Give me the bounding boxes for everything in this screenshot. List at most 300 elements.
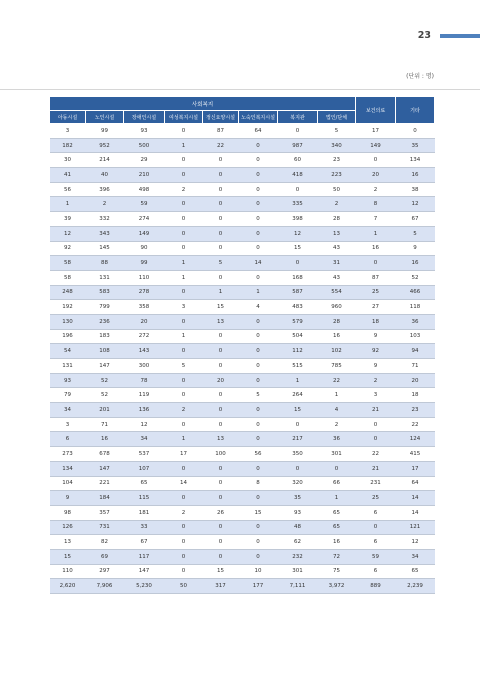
table-cell: 2,239 xyxy=(396,579,435,594)
table-row xyxy=(50,461,435,476)
table-cell: 2 xyxy=(356,182,396,197)
table-cell: 119 xyxy=(124,388,165,403)
table-cell: 0 xyxy=(165,314,203,329)
table-cell: 0 xyxy=(203,491,239,506)
table-cell: 48 xyxy=(278,520,318,535)
table-cell: 5 xyxy=(318,124,356,139)
table-cell: 554 xyxy=(318,285,356,300)
table-cell: 418 xyxy=(278,168,318,183)
table-cell: 108 xyxy=(86,344,124,359)
table-cell: 110 xyxy=(124,270,165,285)
column-header: 여성복지시설 xyxy=(165,111,203,124)
table-cell: 13 xyxy=(318,226,356,241)
table-row xyxy=(50,520,435,535)
table-cell: 16 xyxy=(356,241,396,256)
table-cell: 16 xyxy=(396,256,435,271)
table-cell: 587 xyxy=(278,285,318,300)
table-cell: 0 xyxy=(203,549,239,564)
table-cell: 98 xyxy=(50,505,86,520)
table-cell: 398 xyxy=(278,212,318,227)
table-cell: 0 xyxy=(239,344,278,359)
table-cell: 59 xyxy=(356,549,396,564)
table-cell: 87 xyxy=(203,124,239,139)
table-cell: 100 xyxy=(203,447,239,462)
table-cell: 0 xyxy=(239,329,278,344)
table-cell: 274 xyxy=(124,212,165,227)
table-cell: 29 xyxy=(124,153,165,168)
column-header: 장애인시설 xyxy=(124,111,165,124)
statistics-table xyxy=(49,96,435,594)
table-cell: 0 xyxy=(239,226,278,241)
table-cell: 69 xyxy=(86,549,124,564)
header-rule xyxy=(0,89,480,90)
table-cell: 0 xyxy=(203,212,239,227)
table-cell: 0 xyxy=(239,359,278,374)
table-cell: 102 xyxy=(318,344,356,359)
table-cell: 43 xyxy=(318,270,356,285)
table-cell: 67 xyxy=(396,212,435,227)
table-cell: 0 xyxy=(203,359,239,374)
table-cell: 117 xyxy=(124,549,165,564)
table-cell: 20 xyxy=(396,373,435,388)
table-cell: 2 xyxy=(165,505,203,520)
table-cell: 0 xyxy=(203,182,239,197)
table-cell: 5 xyxy=(165,359,203,374)
table-cell: 28 xyxy=(318,212,356,227)
table-cell: 0 xyxy=(203,344,239,359)
table-cell: 14 xyxy=(396,505,435,520)
table-cell: 143 xyxy=(124,344,165,359)
table-cell: 2 xyxy=(318,197,356,212)
table-cell: 0 xyxy=(203,520,239,535)
table-cell: 22 xyxy=(396,417,435,432)
table-cell: 168 xyxy=(278,270,318,285)
table-cell: 78 xyxy=(124,373,165,388)
table-cell: 5 xyxy=(239,388,278,403)
table-cell: 40 xyxy=(86,168,124,183)
table-cell: 182 xyxy=(50,138,86,153)
table-cell: 67 xyxy=(124,535,165,550)
table-cell: 537 xyxy=(124,447,165,462)
table-cell: 214 xyxy=(86,153,124,168)
table-cell: 65 xyxy=(318,520,356,535)
table-cell: 94 xyxy=(396,344,435,359)
table-cell: 0 xyxy=(239,417,278,432)
table-cell: 26 xyxy=(203,505,239,520)
table-cell: 0 xyxy=(356,153,396,168)
table-cell: 579 xyxy=(278,314,318,329)
table-cell: 0 xyxy=(165,197,203,212)
column-header: 노인시설 xyxy=(86,111,124,124)
table-cell: 15 xyxy=(203,564,239,579)
table-cell: 15 xyxy=(203,300,239,315)
table-cell: 110 xyxy=(50,564,86,579)
table-cell: 0 xyxy=(396,124,435,139)
column-header-health: 보건의료 xyxy=(356,97,396,124)
table-cell: 16 xyxy=(86,432,124,447)
table-cell: 34 xyxy=(124,432,165,447)
column-header: 노숙인복지시설 xyxy=(239,111,278,124)
table-cell: 1 xyxy=(318,388,356,403)
table-cell: 64 xyxy=(396,476,435,491)
table-cell: 7 xyxy=(356,212,396,227)
table-cell: 3 xyxy=(50,124,86,139)
table-row xyxy=(50,388,435,403)
table-cell: 0 xyxy=(203,270,239,285)
table-cell: 43 xyxy=(318,241,356,256)
table-cell: 0 xyxy=(239,182,278,197)
table-row xyxy=(50,300,435,315)
table-cell: 0 xyxy=(165,168,203,183)
table-cell: 2 xyxy=(318,417,356,432)
table-cell: 35 xyxy=(396,138,435,153)
table-cell: 17 xyxy=(396,461,435,476)
table-cell: 50 xyxy=(318,182,356,197)
table-cell: 15 xyxy=(278,403,318,418)
table-cell: 15 xyxy=(50,549,86,564)
table-cell: 88 xyxy=(86,256,124,271)
table-cell: 0 xyxy=(203,153,239,168)
table-cell: 3 xyxy=(165,300,203,315)
table-cell: 104 xyxy=(50,476,86,491)
table-cell: 264 xyxy=(278,388,318,403)
table-cell: 960 xyxy=(318,300,356,315)
table-cell: 0 xyxy=(239,373,278,388)
table-cell: 147 xyxy=(86,461,124,476)
table-cell: 1 xyxy=(203,285,239,300)
table-cell: 87 xyxy=(356,270,396,285)
table-cell: 2 xyxy=(86,197,124,212)
table-cell: 0 xyxy=(165,388,203,403)
table-cell: 0 xyxy=(165,153,203,168)
table-cell: 0 xyxy=(278,256,318,271)
table-cell: 2 xyxy=(165,182,203,197)
table-cell: 1 xyxy=(239,285,278,300)
table-cell: 62 xyxy=(278,535,318,550)
table-cell: 0 xyxy=(165,373,203,388)
table-row xyxy=(50,270,435,285)
table-cell: 583 xyxy=(86,285,124,300)
table-cell: 183 xyxy=(86,329,124,344)
table-cell: 3 xyxy=(356,388,396,403)
table-cell: 221 xyxy=(86,476,124,491)
table-cell: 36 xyxy=(396,314,435,329)
table-cell: 16 xyxy=(318,329,356,344)
table-cell: 678 xyxy=(86,447,124,462)
table-cell: 0 xyxy=(278,124,318,139)
table-cell: 799 xyxy=(86,300,124,315)
table-cell: 99 xyxy=(124,256,165,271)
table-cell: 18 xyxy=(356,314,396,329)
table-cell: 6 xyxy=(356,535,396,550)
table-row xyxy=(50,491,435,506)
table-cell: 0 xyxy=(165,564,203,579)
table-cell: 0 xyxy=(165,549,203,564)
table-cell: 93 xyxy=(50,373,86,388)
table-cell: 58 xyxy=(50,270,86,285)
table-cell: 65 xyxy=(396,564,435,579)
table-cell: 10 xyxy=(239,564,278,579)
table-cell: 785 xyxy=(318,359,356,374)
table-cell: 15 xyxy=(239,505,278,520)
table-cell: 0 xyxy=(203,388,239,403)
table-cell: 3 xyxy=(50,417,86,432)
table-cell: 131 xyxy=(86,270,124,285)
table-cell: 2 xyxy=(356,373,396,388)
table-cell: 1 xyxy=(50,197,86,212)
table-cell: 35 xyxy=(278,491,318,506)
table-cell: 56 xyxy=(239,447,278,462)
table-cell: 65 xyxy=(318,505,356,520)
table-cell: 14 xyxy=(396,491,435,506)
table-cell: 6 xyxy=(50,432,86,447)
table-cell: 0 xyxy=(165,344,203,359)
table-cell: 0 xyxy=(239,197,278,212)
table-cell: 483 xyxy=(278,300,318,315)
table-cell: 515 xyxy=(278,359,318,374)
table-cell: 99 xyxy=(86,124,124,139)
table-cell: 7,906 xyxy=(86,579,124,594)
table-row xyxy=(50,373,435,388)
table-cell: 500 xyxy=(124,138,165,153)
table-cell: 93 xyxy=(124,124,165,139)
table-cell: 6 xyxy=(356,564,396,579)
table-cell: 4 xyxy=(239,300,278,315)
column-header-other: 기타 xyxy=(396,97,435,124)
table-cell: 2,620 xyxy=(50,579,86,594)
table-cell: 196 xyxy=(50,329,86,344)
table-cell: 52 xyxy=(86,373,124,388)
table-cell: 504 xyxy=(278,329,318,344)
table-cell: 466 xyxy=(396,285,435,300)
table-cell: 112 xyxy=(278,344,318,359)
table-cell: 20 xyxy=(203,373,239,388)
table-cell: 5,230 xyxy=(124,579,165,594)
table-cell: 0 xyxy=(165,520,203,535)
table-cell: 223 xyxy=(318,168,356,183)
table-row xyxy=(50,549,435,564)
table-cell: 217 xyxy=(278,432,318,447)
table-cell: 92 xyxy=(50,241,86,256)
table-cell: 0 xyxy=(165,417,203,432)
table-cell: 36 xyxy=(318,432,356,447)
table-cell: 16 xyxy=(396,168,435,183)
table-cell: 340 xyxy=(318,138,356,153)
table-cell: 50 xyxy=(165,579,203,594)
table-cell: 952 xyxy=(86,138,124,153)
table-cell: 38 xyxy=(396,182,435,197)
table-cell: 136 xyxy=(124,403,165,418)
table-cell: 1 xyxy=(165,432,203,447)
table-cell: 124 xyxy=(396,432,435,447)
table-cell: 184 xyxy=(86,491,124,506)
table-cell: 0 xyxy=(165,491,203,506)
table-cell: 21 xyxy=(356,403,396,418)
table-row xyxy=(50,417,435,432)
table-cell: 33 xyxy=(124,520,165,535)
table-row xyxy=(50,476,435,491)
table-cell: 115 xyxy=(124,491,165,506)
table-row xyxy=(50,212,435,227)
table-cell: 301 xyxy=(278,564,318,579)
table-cell: 9 xyxy=(356,359,396,374)
table-cell: 0 xyxy=(239,138,278,153)
table-cell: 0 xyxy=(239,520,278,535)
table-cell: 1 xyxy=(278,373,318,388)
table-row xyxy=(50,241,435,256)
table-cell: 149 xyxy=(356,138,396,153)
table-cell: 396 xyxy=(86,182,124,197)
table-cell: 0 xyxy=(203,476,239,491)
table-cell: 4 xyxy=(318,403,356,418)
table-cell: 2 xyxy=(165,403,203,418)
table-cell: 34 xyxy=(50,403,86,418)
table-cell: 0 xyxy=(203,403,239,418)
table-cell: 126 xyxy=(50,520,86,535)
table-cell: 39 xyxy=(50,212,86,227)
column-header: 복지관 xyxy=(278,111,318,124)
table-cell: 58 xyxy=(50,256,86,271)
table-row xyxy=(50,197,435,212)
table-cell: 0 xyxy=(203,168,239,183)
table-cell: 79 xyxy=(50,388,86,403)
table-cell: 13 xyxy=(203,432,239,447)
table-cell: 350 xyxy=(278,447,318,462)
table-cell: 889 xyxy=(356,579,396,594)
table-cell: 210 xyxy=(124,168,165,183)
table-cell: 1 xyxy=(165,256,203,271)
table-cell: 25 xyxy=(356,491,396,506)
table-cell: 3,972 xyxy=(318,579,356,594)
table-cell: 25 xyxy=(356,285,396,300)
table-row xyxy=(50,138,435,153)
table-cell: 71 xyxy=(86,417,124,432)
table-cell: 0 xyxy=(239,461,278,476)
table-cell: 60 xyxy=(278,153,318,168)
table-cell: 13 xyxy=(50,535,86,550)
table-cell: 118 xyxy=(396,300,435,315)
table-cell: 8 xyxy=(239,476,278,491)
table-cell: 20 xyxy=(124,314,165,329)
table-cell: 0 xyxy=(239,314,278,329)
table-cell: 131 xyxy=(50,359,86,374)
table-cell: 297 xyxy=(86,564,124,579)
table-cell: 273 xyxy=(50,447,86,462)
table-cell: 75 xyxy=(318,564,356,579)
table-cell: 0 xyxy=(203,417,239,432)
table-cell: 8 xyxy=(356,197,396,212)
table-row xyxy=(50,168,435,183)
table-cell: 56 xyxy=(50,182,86,197)
total-row xyxy=(50,579,435,594)
table-row xyxy=(50,564,435,579)
table-cell: 0 xyxy=(356,432,396,447)
table-cell: 52 xyxy=(86,388,124,403)
table-cell: 9 xyxy=(396,241,435,256)
table-cell: 5 xyxy=(203,256,239,271)
table-row xyxy=(50,226,435,241)
table-row xyxy=(50,256,435,271)
table-cell: 1 xyxy=(165,329,203,344)
table-cell: 0 xyxy=(239,491,278,506)
table-cell: 103 xyxy=(396,329,435,344)
table-cell: 22 xyxy=(356,447,396,462)
table-row xyxy=(50,344,435,359)
table-row xyxy=(50,403,435,418)
table-cell: 332 xyxy=(86,212,124,227)
table-cell: 731 xyxy=(86,520,124,535)
table-cell: 415 xyxy=(396,447,435,462)
table-cell: 1 xyxy=(318,491,356,506)
table-cell: 121 xyxy=(396,520,435,535)
table-cell: 0 xyxy=(165,226,203,241)
table-cell: 357 xyxy=(86,505,124,520)
page-number: 23 xyxy=(417,30,431,41)
table-cell: 181 xyxy=(124,505,165,520)
table-cell: 272 xyxy=(124,329,165,344)
group-header-social-welfare: 사회복지 xyxy=(50,97,356,111)
table-cell: 0 xyxy=(203,226,239,241)
table-cell: 7,111 xyxy=(278,579,318,594)
table-cell: 0 xyxy=(239,212,278,227)
table-cell: 12 xyxy=(396,197,435,212)
table-cell: 0 xyxy=(278,461,318,476)
table-cell: 232 xyxy=(278,549,318,564)
table-row xyxy=(50,535,435,550)
table-cell: 0 xyxy=(239,270,278,285)
table-cell: 236 xyxy=(86,314,124,329)
table-row xyxy=(50,329,435,344)
table-cell: 0 xyxy=(165,285,203,300)
table-cell: 0 xyxy=(165,124,203,139)
table-cell: 31 xyxy=(318,256,356,271)
table-cell: 0 xyxy=(165,212,203,227)
table-cell: 59 xyxy=(124,197,165,212)
table-cell: 54 xyxy=(50,344,86,359)
table-cell: 0 xyxy=(356,520,396,535)
table-row xyxy=(50,359,435,374)
table-cell: 145 xyxy=(86,241,124,256)
table-cell: 301 xyxy=(318,447,356,462)
table-cell: 0 xyxy=(239,153,278,168)
table-cell: 0 xyxy=(165,461,203,476)
table-cell: 66 xyxy=(318,476,356,491)
table-body xyxy=(50,124,435,594)
table-cell: 12 xyxy=(50,226,86,241)
table-cell: 15 xyxy=(278,241,318,256)
table-cell: 21 xyxy=(356,461,396,476)
table-cell: 1 xyxy=(356,226,396,241)
table-cell: 498 xyxy=(124,182,165,197)
table-cell: 72 xyxy=(318,549,356,564)
table-cell: 34 xyxy=(396,549,435,564)
table-cell: 0 xyxy=(203,461,239,476)
table-cell: 987 xyxy=(278,138,318,153)
table-cell: 0 xyxy=(203,241,239,256)
table-cell: 149 xyxy=(124,226,165,241)
page-accent-bar xyxy=(440,34,480,38)
table-cell: 0 xyxy=(278,417,318,432)
table-cell: 27 xyxy=(356,300,396,315)
table-cell: 65 xyxy=(124,476,165,491)
table-cell: 9 xyxy=(356,329,396,344)
table-cell: 16 xyxy=(318,535,356,550)
table-cell: 0 xyxy=(203,197,239,212)
table-cell: 0 xyxy=(239,403,278,418)
table-row xyxy=(50,182,435,197)
table-cell: 28 xyxy=(318,314,356,329)
table-cell: 23 xyxy=(396,403,435,418)
